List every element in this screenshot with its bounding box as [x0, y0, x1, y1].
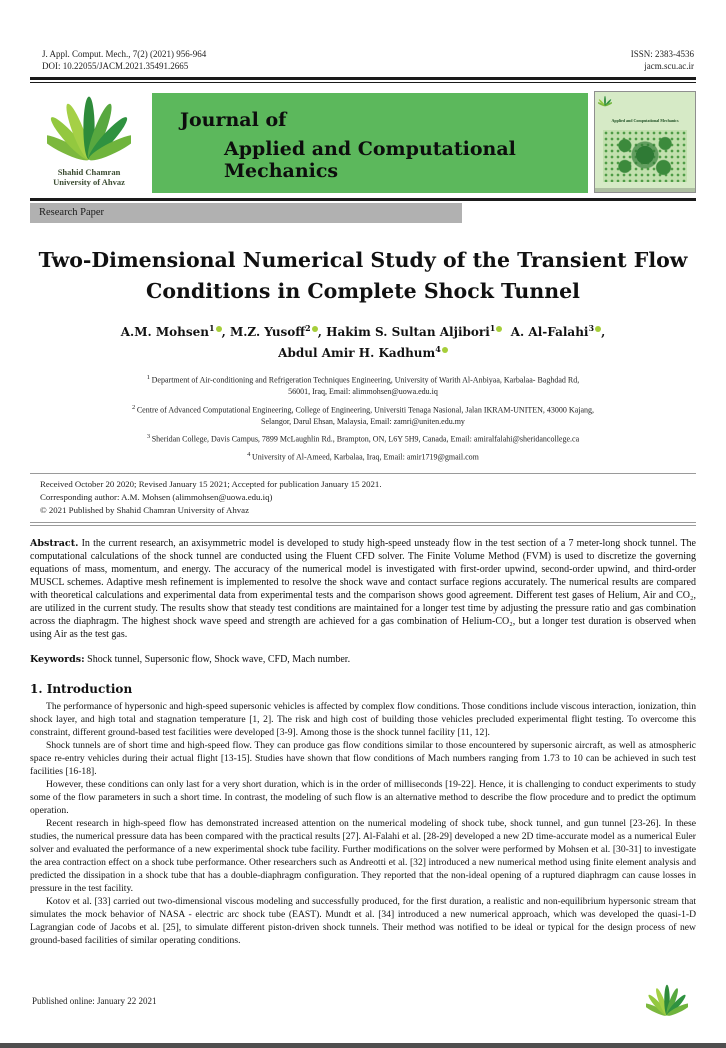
doi-line: DOI: 10.22055/JACM.2021.35491.2665	[42, 61, 189, 71]
orcid-icon[interactable]	[496, 326, 502, 332]
article-title	[30, 245, 696, 307]
keywords-label: Keywords:	[30, 653, 85, 665]
author-name: Hakim S. Sultan Aljibori$^1$	[326, 325, 511, 339]
orcid-icon[interactable]	[595, 326, 601, 332]
authors-line2	[30, 341, 696, 361]
page-bottom-bar	[0, 1043, 726, 1048]
citation-line: J. Appl. Comput. Mech., 7(2) (2021) 956-964	[42, 49, 207, 59]
journal-title-line2: Applied and Computational Mechanics	[224, 138, 516, 182]
copyright-line: © 2021 Published by Shahid Chamran University of Ahvaz	[40, 504, 249, 515]
author-name: Abdul Amir H. Kadhum$^4$	[278, 346, 448, 360]
received-dates-line: Received October 20 2020; Revised January 15 2021; Accepted for publication January 15 2021.	[40, 478, 382, 489]
affiliation: $^3$ Sheridan College, Davis Campus, 7899 McLaughlin Rd., Brampton, ON, L6Y 5H9, Canada, Email: amiralfalahi@sheridancollege.ca	[146, 433, 580, 444]
banner-divider	[30, 198, 696, 201]
cover-title-text: Applied and Computational Mechanics	[611, 118, 679, 123]
orcid-icon[interactable]	[216, 326, 222, 332]
masthead	[30, 48, 696, 72]
affiliations	[30, 372, 696, 464]
author-name: A. Al-Falahi$^3$ ,	[510, 323, 606, 339]
journal-website-link[interactable]: jacm.scu.ac.ir	[644, 61, 694, 71]
affiliation: $^2$ Centre of Advanced Computational Engineering, College of Engineering, Universiti Tenaga Nasional, Jalan IKRAM-UNITEN, 43000 Kajang, Selangor, Darul Ehsan, Malaysia, Email: zamri@uniten.edu.my	[131, 403, 595, 426]
article-title-line1: Two-Dimensional Numerical Study of the Transient Flow	[38, 248, 688, 272]
published-online-line: Published online: January 22 2021	[32, 996, 157, 1006]
corresponding-author-line: Corresponding author: A.M. Mohsen (alimmohsen@uowa.edu.iq)	[40, 491, 273, 502]
journal-banner-row	[30, 91, 696, 193]
author-name: A.M. Mohsen$^1$ ,	[120, 323, 230, 339]
abstract-label: Abstract.	[30, 537, 79, 549]
affiliation: $^4$ University of Al-Ameed, Karbalaa, Iraq, Email: amir1719@gmail.com	[247, 451, 479, 463]
authors-line1	[30, 320, 696, 340]
author-name: M.Z. Yusoff$^2$ ,	[229, 323, 327, 339]
orcid-icon[interactable]	[442, 347, 448, 353]
article-title-line2: Conditions in Complete Shock Tunnel	[146, 279, 580, 303]
orcid-icon[interactable]	[312, 326, 318, 332]
journal-title-banner	[152, 93, 588, 193]
paragraph: However, these conditions can only last for a very short duration, which is in the order of milliseconds [19-22]. Hence, it is challenging to conduct experiments to study some of the flow parameters in such a short time. In contrast, the modeling of such flow is an alternative method to describe the flow procedure and to predict the optimum operation.	[30, 778, 696, 816]
paper-type-label: Research Paper	[39, 207, 105, 218]
cover-artwork	[603, 130, 687, 182]
keywords-text: Shock tunnel, Supersonic flow, Shock wave, CFD, Mach number.	[87, 653, 351, 665]
paragraph: Shock tunnels are of short time and high-speed flow. They can produce gas flow conditions similar to those encountered by supersonic aircraft, as well as atmospheric space re-entry vehicles during their actual flight [13-15]. Studies have shown that flow conditions of Mach numbers ranging from 1.73 to 10 can be achieved in such test facilities [16-18].	[30, 739, 696, 777]
introduction-body	[30, 700, 696, 947]
keywords	[30, 653, 696, 666]
journal-title-line1: Journal of	[180, 109, 287, 131]
footer-palm-logo-icon	[646, 982, 688, 1018]
abstract-text: In the current research, an axisymmetric model is developed to study high-speed unsteady flow in the test section of a 7 meter-long shock tunnel. The computational calculations of the shock tunnel are conducted using the Fluent CFD solver. The Finite Volume Method (FVM) is used to discretize the governing equations of mass, momentum, and energy. The accuracy of the numerical model is investigated with first-order upwind, second-order upwind, and third-order MUSCL schemes. Adaptive mesh refinement is implemented to resolve the shock wave and contact surface regions accurately. The numerical results are compared with theoretical calculations and experimental data from experimental tests and the comparison shows good agreement. Different test gases of Helium, Air and CO₂, are utilized in the current study. The results show that steady test conditions are maintained for a longer test time by adjusting the pressure ratio and gas combination across the diaphragm. The highest shock wave speed and strength are achieved for a gas combination of Helium-CO₂, but a longer test duration is observed when using Air as the test gas.	[30, 537, 696, 640]
journal-cover-thumbnail	[594, 91, 696, 193]
university-name-line1: Shahid Chamran	[57, 167, 121, 177]
paragraph: The performance of hypersonic and high-speed supersonic vehicles is affected by complex flow conditions. Those conditions include viscous interaction, ionization, thin shock layer, and high total and stagnation temperature [1, 2]. The risk and high cost of building those vehicles precluded experimental flight testing. To overcome this constraint, different ground-based test facilities were developed [3-9]. Among those is the shock tunnel facility [11, 12].	[30, 700, 696, 738]
paper-type-badge	[30, 203, 462, 223]
header-divider	[30, 77, 696, 83]
issn-line: ISSN: 2383-4536	[630, 49, 694, 59]
university-logo-block	[30, 91, 148, 193]
university-name-line2: University of Ahvaz	[53, 177, 125, 187]
publication-history-block	[30, 473, 696, 526]
cover-logo-icon	[598, 95, 612, 107]
affiliation: $^1$ Department of Air-conditioning and Refrigeration Techniques Engineering, University of Warith Al-Anbiyaa, Karbalaa- Baghdad Rd, 56001, Iraq, Email: alimmohsen@uowa.edu.iq	[146, 374, 580, 397]
abstract	[30, 537, 696, 641]
section-heading-introduction: 1. Introduction	[30, 681, 133, 696]
paragraph: Kotov et al. [33] carried out two-dimensional viscous modeling and successfully produced, for the first duration, a realistic and non-equilibrium hypersonic stream that simulates the mock behavior of NASA - electric arc shock tube (EAST). Mundt et al. [34] introduced a new numerical approach, which was developed the quasi-1-D Lagrangian code of Jacobs et al. [25], to simulate different piston-driven shock tunnels. Their method was notified to be ideal or typical for the design process of new ground-based facilities of similar operating conditions.	[30, 895, 696, 946]
cover-bottom-band	[595, 188, 695, 192]
paragraph: Recent research in high-speed flow has demonstrated increased attention on the numerical modeling of shock tube, shock tunnel, and gun tunnel [23-26]. In these studies, the numerical pressure data has been compared with the practical results [27]. Al-Falahi et al. [28-29] developed a new 2D time-accurate model as a numerical Euler solver and evaluated the performance of a new experimental shock tube facility. Further modifications on the solver were performed by Mohsen et al. [30-31] to investigate the area contraction effect on a shock tube performance. Other researchers such as Andreotti et al. [32] introduced a new numerical method using finite element analysis and predicted the dissipation in a shock tube that has a double-diaphragm configuration. They reported that the non-ideal opening of a ruptured diaphragm can cause losses in pressure in the test facility.	[30, 817, 696, 894]
university-palm-logo-icon	[47, 91, 131, 165]
